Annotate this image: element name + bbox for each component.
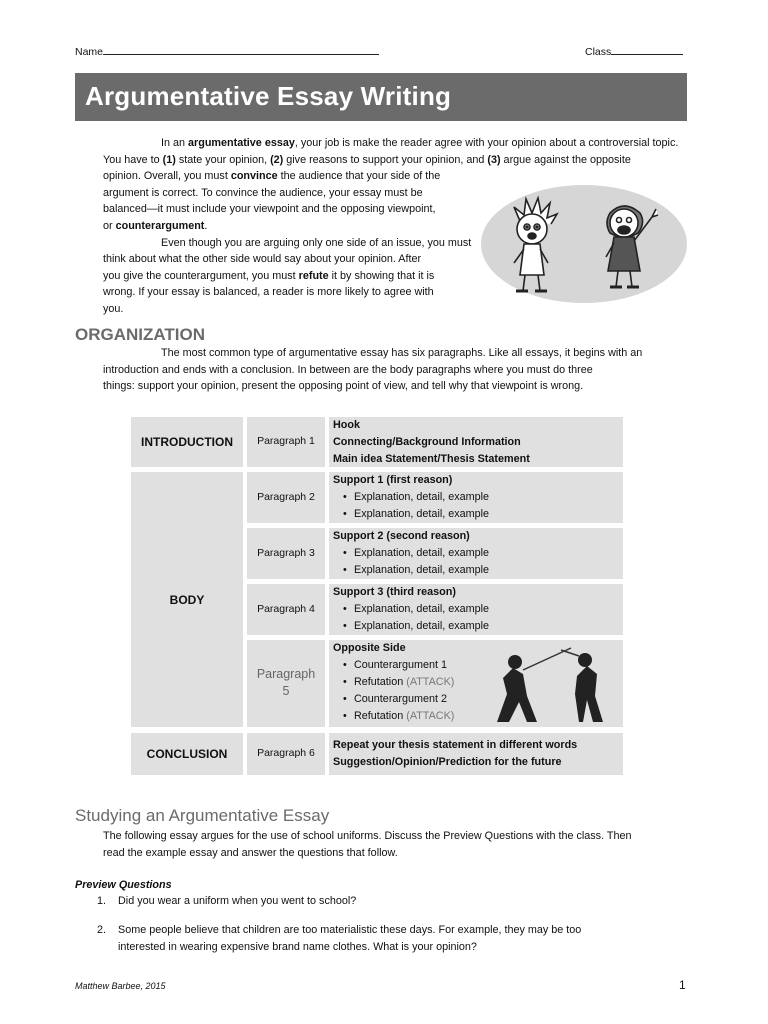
paragraph6-label: Paragraph 6 [257,747,315,759]
opposite-side-cell [329,640,623,727]
body-label: BODY [169,593,205,607]
paragraph3-label: Paragraph 3 [257,547,315,559]
fencers-illustration [479,644,609,724]
support2-bullet-1: • Explanation, detail, example [343,547,490,559]
support2-bullet-2: • Explanation, detail, example [343,564,490,576]
footer-author: Matthew Barbee, 2015 [75,981,166,991]
page-title: Argumentative Essay Writing [85,81,452,111]
conclusion-line-2: Suggestion/Opinion/Prediction for the future [333,756,562,768]
question-2-text: Some people believe that children are too materialistic these days. For example, they may be too interested in wearing expensive brand name clothes. What is your opinion? [118,924,582,953]
paragraph1-label: Paragraph 1 [257,435,315,447]
counterargument-1: • Counterargument 1 [343,659,448,671]
support3-cell [329,584,623,635]
intro-label: INTRODUCTION [141,435,233,449]
body-label-cell [131,472,243,727]
support1-bullet-2: • Explanation, detail, example [343,508,490,520]
intro-background: Connecting/Background Information [333,436,521,448]
paragraph4-label: Paragraph 4 [257,603,315,615]
paragraph1-cell [247,417,325,467]
name-blank [103,44,379,55]
studying-heading: Studying an Argumentative Essay [75,806,330,825]
paragraph2-cell [247,472,325,523]
name-line [75,44,379,58]
paragraph3-cell [247,528,325,579]
conclusion-content-cell [329,733,623,775]
question-1-text: Did you wear a uniform when you went to school? [118,895,357,907]
paragraph4-cell [247,584,325,635]
refutation-2: • Refutation (ATTACK) [343,710,455,722]
paragraph2-label: Paragraph 2 [257,491,315,503]
conclusion-label: CONCLUSION [146,747,228,761]
intro-hook: Hook [333,419,360,431]
page-number: 1 [679,978,686,992]
intro-thesis: Main idea Statement/Thesis Statement [333,453,530,465]
organization-paragraph: The most common type of argumentative essay has six paragraphs. Like all essays, it begins with an introduction and ends with a conclusion. In between are the body paragraphs where you must do three things: support your opinion, present the opposing point of view, and tell why that viewpoint is wrong. [103,347,643,393]
question-2-number: 2. [97,924,107,936]
opposite-side-title: Opposite Side [333,642,406,654]
conclusion-label-cell [131,733,243,775]
support2-title: Support 2 (second reason) [333,530,470,542]
intro-label-cell [131,417,243,467]
counterargument-2: • Counterargument 2 [343,693,448,705]
refutation-1: • Refutation (ATTACK) [343,676,455,688]
support3-title: Support 3 (third reason) [333,586,456,598]
intro-paragraph: In an argumentative essay, your job is make the reader agree with your opinion about a controversial topic. You have to (1) state your opinion, (2) give reasons to support your opinion, and (3) argue against the opposite opinion. Overall, you must convince the audience that your side of the argument is correct. To convince the audience, your essay must be balanced—it must include your viewpoint and the opposing viewpoint, or counterargument. Even though you are arguing only one side of an issue, you must think about what the other side would say about your opinion. After you give the counterargument, you must refute it by showing that it is wrong. If your essay is balanced, a reader is more likely to agree with you. [103,137,679,315]
support3-bullet-1: • Explanation, detail, example [343,603,490,615]
conclusion-line-1: Repeat your thesis statement in different words [333,739,578,751]
preview-questions-heading: Preview Questions [75,879,172,891]
support3-bullet-2: • Explanation, detail, example [343,620,490,632]
support1-bullet-1: • Explanation, detail, example [343,491,490,503]
support1-title: Support 1 (first reason) [333,474,453,486]
paragraph5-cell [247,640,325,727]
organization-heading: ORGANIZATION [75,325,206,344]
support1-cell [329,472,623,523]
studying-paragraph: The following essay argues for the use of school uniforms. Discuss the Preview Questions with the class. Then read the example essay and answer the questions that follow. [103,830,632,859]
class-blank [611,44,683,55]
class-label: Class [585,46,612,58]
support2-cell [329,528,623,579]
question-1-number: 1. [97,895,107,907]
paragraph6-cell [247,733,325,775]
title-bar [75,73,687,121]
class-line [585,44,683,58]
intro-content-cell [329,417,623,467]
paragraph5-label: Paragraph 5 [256,667,316,698]
arguing-kids-illustration [480,183,688,305]
name-label: Name [75,46,104,58]
